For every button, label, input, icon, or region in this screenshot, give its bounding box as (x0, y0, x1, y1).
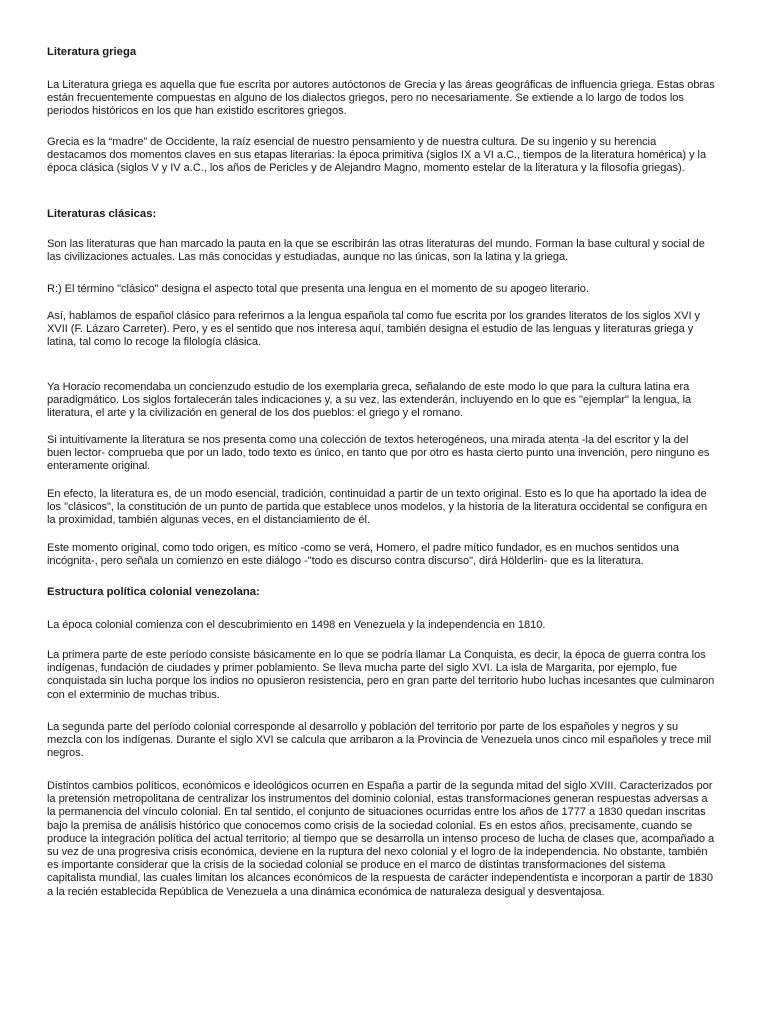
paragraph: Este momento original, como todo origen, es mítico -como se verá, Homero, el padre mítico fundador, es en muchos sentidos una incógnita-, pero señala un comienzo en este diálogo -"todo es discurso contra discurso", dirá Hölderlin- que es la literatura. (47, 542, 679, 568)
heading-literatura-griega: Literatura griega (47, 46, 137, 58)
paragraph: La época colonial comienza con el descubrimiento en 1498 en Venezuela y la independencia en 1810. (47, 619, 546, 631)
heading-literaturas-clasicas: Literaturas clásicas: (47, 208, 157, 220)
paragraph: Así, hablamos de español clásico para referirnos a la lengua española tal como fue escrita por los grandes literatos de los siglos XVI y XVII (F. Lázaro Carreter). Pero, y es el sentido que nos interesa aquí, también designa el estudio de las lenguas y literaturas griega y latina, tal como lo recoge la filología clásica. (47, 310, 701, 349)
paragraph: La segunda parte del período colonial corresponde al desarrollo y población del territorio por parte de los españoles y negros y su mezcla con los indígenas. Durante el siglo XVI se calcula que arribaron a la Provincia de Venezuela unos cinco mil españoles y trece mil negros. (47, 721, 712, 760)
paragraph: R:) El término "clásico" designa el aspecto total que presenta una lengua en el momento de su apogeo literario. (47, 283, 589, 295)
paragraph: En efecto, la literatura es, de un modo esencial, tradición, continuidad a partir de un texto original. Esto es lo que ha aportado la idea de los "clásicos", la constitución de un punto de partida que establece unos modelos, y la historia de la literatura occidental se configura en la proximidad, también algunas veces, en el distanciamiento de él. (47, 488, 708, 527)
heading-estructura-politica: Estructura política colonial venezolana: (47, 586, 260, 598)
paragraph: Distintos cambios políticos, económicos e ideológicos ocurren en España a partir de la segunda mitad del siglo XVIII. Caracterizados por la pretensión metropolitana de centralizar los instrumentos del dominio colonial, estas transformaciones generan respuestas adversas a la permanencia del vínculo colonial. En tal sentido, el conjunto de situaciones ocurridas entre los años de 1777 a 1830 quedan inscritas bajo la premisa de análisis histórico que conocemos como crisis de la sociedad colonial. Es en estos años, precisamente, cuando se produce la integración política del actual territorio; al tiempo que se desarrolla un intenso proceso de lucha de clases que, acompañado a su vez de una progresiva crisis económica, deviene en la ruptura del nexo colonial y el logro de la independencia. No obstante, también es importante considerar que la crisis de la sociedad colonial se produce en el marco de distintas transformaciones del sistema capitalista mundial, las cuales limitan los alcances económicos de la respuesta de carácter independentista e incorporan a partir de 1830 a la recién establecida República de Venezuela a una dinámica económica de naturaleza desigual y desventajosa. (47, 780, 715, 898)
paragraph: Ya Horacio recomendaba un concienzudo estudio de los exemplaria greca, señalando de este modo lo que para la cultura latina era paradigmático. Los siglos fortalecerán tales indicaciones y, a su vez, las extenderán, incluyendo en lo que es "ejemplar" la lengua, la literatura, el arte y la civilización en general de los dos pueblos: el griego y el romano. (47, 381, 692, 420)
paragraph: La Literatura griega es aquella que fue escrita por autores autóctonos de Grecia y las áreas geográficas de influencia griega. Estas obras están frecuentemente compuestas en alguno de los dialectos griegos, pero no necesariamente. Se extiende a lo largo de todos los periodos históricos en los que han existido escritores griegos. (47, 79, 715, 118)
paragraph: Si intuitivamente la literatura se nos presenta como una colección de textos heterogéneos, una mirada atenta -la del escritor y la del buen lector- comprueba que por un lado, todo texto es único, en tanto que por otro es hasta cierto punto una invención, pero ninguno es enteramente original. (47, 434, 710, 473)
paragraph: La primera parte de este período consiste básicamente en lo que se podría llamar La Conquista, es decir, la época de guerra contra los indígenas, fundación de ciudades y primer poblamiento. Se lleva mucha parte del siglo XVI. La isla de Margarita, por ejemplo, fue conquistada sin lucha porque los indios no opusieron resistencia, pero en gran parte del territorio hubo luchas incesantes que culminaron con el exterminio de muchas tribus. (47, 649, 715, 701)
paragraph: Grecia es la “madre” de Occidente, la raíz esencial de nuestro pensamiento y de nuestra cultura. De su ingenio y su herencia destacamos dos momentos claves en sus etapas literarias: la época primitiva (siglos IX a VI a.C., tiempos de la literatura homérica) y la época clásica (siglos V y IV a.C., los años de Pericles y de Alejandro Magno, momento estelar de la literatura y la filosofía griegas). (47, 136, 707, 175)
paragraph: Son las literaturas que han marcado la pauta en la que se escribirán las otras literaturas del mundo. Forman la base cultural y social de las civilizaciones actuales. Las más conocidas y estudiadas, aunque no las únicas, son la latina y la griega. (47, 238, 705, 264)
